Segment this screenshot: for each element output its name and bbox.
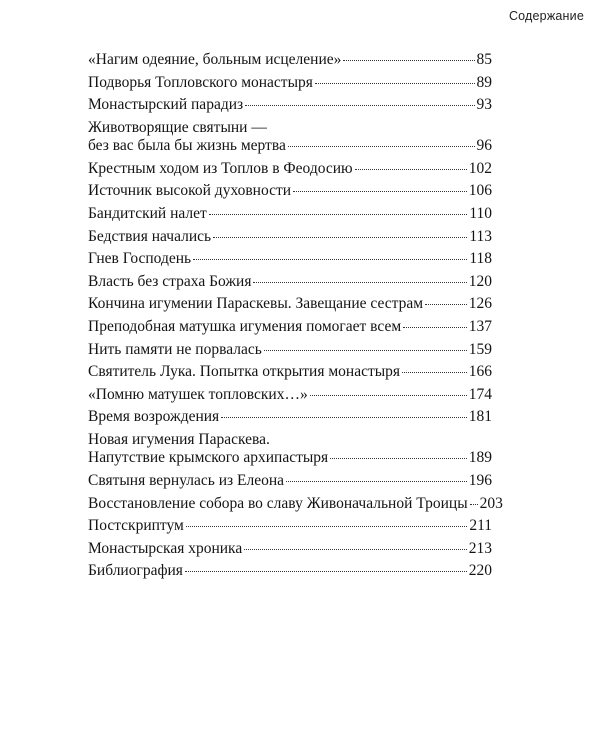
toc-entry-title-line2: без вас была бы жизнь мертва xyxy=(88,137,286,155)
toc-page-number: 159 xyxy=(468,340,492,358)
toc-entry-title: Кончина игумении Параскевы. Завещание сестрам xyxy=(88,295,424,313)
toc-entry xyxy=(88,517,492,535)
toc-entry-title: Святыня вернулась из Елеона xyxy=(88,471,285,489)
toc-page-number: 166 xyxy=(468,363,492,381)
dot-leader xyxy=(425,304,467,305)
toc-entry xyxy=(88,540,492,558)
toc-page-number: 203 xyxy=(479,494,503,512)
dot-leader xyxy=(403,327,467,328)
dot-leader xyxy=(253,282,466,283)
dot-leader xyxy=(244,549,467,550)
toc-entry-title-line1: Животворящие святыни — xyxy=(88,119,267,137)
toc-entry xyxy=(88,494,503,513)
dot-leader xyxy=(330,458,467,459)
toc-entry xyxy=(88,562,492,580)
table-of-contents xyxy=(88,51,503,585)
toc-page-number: 126 xyxy=(468,295,492,313)
toc-page-number: 220 xyxy=(468,562,492,580)
toc-page-number: 85 xyxy=(476,51,492,68)
toc-entry-title: Гнев Господень xyxy=(88,250,192,268)
toc-page-number: 174 xyxy=(468,385,492,403)
toc-entry-title: Время возрождения xyxy=(88,408,220,426)
toc-entry-title: Подворья Топловского монастыря xyxy=(88,73,313,91)
toc-entry-title: «Нагим одеяние, больным исцеление» xyxy=(88,51,342,68)
toc-entry xyxy=(88,160,492,178)
dot-leader xyxy=(186,526,467,527)
toc-entry xyxy=(88,74,492,92)
toc-entry-title: Источник высокой духовности xyxy=(88,182,292,200)
dot-leader xyxy=(185,571,467,572)
toc-entry-title: «Помню матушек топловских…» xyxy=(88,385,308,403)
toc-entry xyxy=(88,386,492,404)
toc-entry-title: Монастырский парадиз xyxy=(88,96,244,114)
toc-entry xyxy=(88,205,492,223)
toc-entry xyxy=(88,96,492,114)
toc-entry xyxy=(88,431,492,467)
toc-entry xyxy=(88,182,492,200)
toc-page-number: 106 xyxy=(468,182,492,200)
dot-leader xyxy=(470,504,478,505)
toc-page-number: 89 xyxy=(476,73,492,91)
toc-page-number: 113 xyxy=(469,227,492,245)
toc-page-number: 102 xyxy=(468,159,492,177)
toc-entry-title: Восстановление собора во славу Живоначальной Троицы xyxy=(88,494,468,512)
dot-leader xyxy=(288,146,475,147)
toc-entry xyxy=(88,408,492,426)
toc-entry-title-line2: Напутствие крымского архипастыря xyxy=(88,449,329,467)
toc-page-number: 93 xyxy=(476,96,492,114)
toc-entry-title: Преподобная матушка игумения помогает всем xyxy=(88,317,402,335)
toc-entry xyxy=(88,472,492,490)
toc-entry-title: Власть без страха Божия xyxy=(88,272,252,290)
dot-leader xyxy=(245,105,474,106)
toc-entry-title: Монастырская хроника xyxy=(88,539,243,557)
dot-leader xyxy=(293,191,467,192)
dot-leader xyxy=(213,237,467,238)
toc-page-number: 211 xyxy=(469,517,492,535)
dot-leader xyxy=(264,350,467,351)
dot-leader xyxy=(343,60,474,61)
toc-page-number: 118 xyxy=(469,250,492,268)
toc-page-number: 181 xyxy=(468,408,492,426)
toc-page-number: 137 xyxy=(468,317,492,335)
toc-entry-title: Святитель Лука. Попытка открытия монастыря xyxy=(88,363,401,381)
toc-entry xyxy=(88,250,492,268)
toc-entry-title: Нить памяти не порвалась xyxy=(88,340,262,358)
toc-entry xyxy=(88,119,492,155)
toc-entry xyxy=(88,363,492,381)
dot-leader xyxy=(355,169,467,170)
toc-entry-title: Бандитский налет xyxy=(88,204,207,222)
toc-entry-title-line1: Новая игумения Параскева. xyxy=(88,431,270,449)
dot-leader xyxy=(315,83,475,84)
running-header: Содержание xyxy=(508,9,584,23)
toc-page-number: 110 xyxy=(469,204,492,222)
toc-entry xyxy=(88,273,492,291)
dot-leader xyxy=(221,417,467,418)
dot-leader xyxy=(193,259,467,260)
toc-entry-title: Крестным ходом из Топлов в Феодосию xyxy=(88,159,353,177)
toc-entry xyxy=(88,318,492,336)
dot-leader xyxy=(402,372,467,373)
dot-leader xyxy=(310,395,467,396)
toc-entry xyxy=(88,295,492,313)
toc-page-number: 120 xyxy=(468,272,492,290)
toc-entry xyxy=(88,228,492,246)
dot-leader xyxy=(286,481,467,482)
toc-page-number: 196 xyxy=(468,471,492,489)
toc-entry-title: Библиография xyxy=(88,562,183,580)
toc-page-number: 213 xyxy=(468,539,492,557)
toc-entry-title: Постскриптум xyxy=(88,517,184,535)
toc-entry xyxy=(88,51,492,69)
dot-leader xyxy=(209,214,468,215)
toc-entry xyxy=(88,341,492,359)
toc-entry-title: Бедствия начались xyxy=(88,227,212,245)
toc-page-number: 96 xyxy=(476,137,492,155)
toc-page-number: 189 xyxy=(468,449,492,467)
